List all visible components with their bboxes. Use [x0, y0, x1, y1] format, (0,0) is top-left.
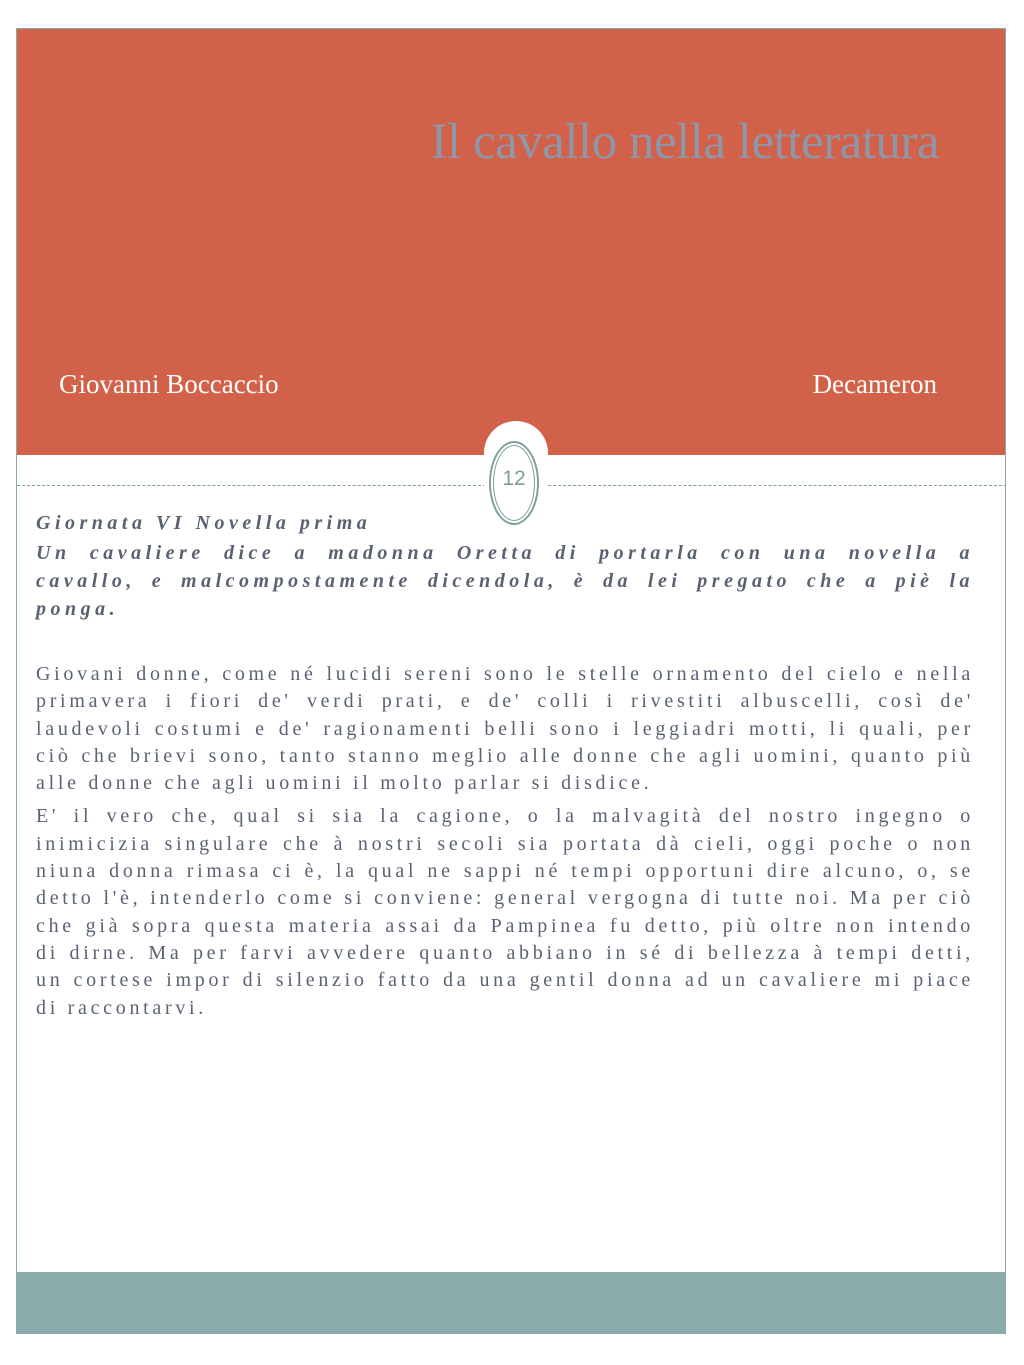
- body-paragraph-1: Giovani donne, come né lucidi sereni sono le stelle ornamento del cielo e nella primavera i fiori de' verdi prati, e de' colli i rivestiti albuscelli, così de' laudevoli costumi e de' ragionamenti belli sono i leggiadri motti, li quali, per ciò che brievi sono, tanto stanno meglio alle donne che agli uomini, quanto più alle donne che agli uomini il molto parlar si disdice.: [36, 663, 974, 795]
- work-title: Decameron: [812, 369, 937, 399]
- author-name: Giovanni Boccaccio: [59, 369, 279, 399]
- section-title: Giornata VI Novella prima: [36, 512, 372, 534]
- novella-summary: Un cavaliere dice a madonna Oretta di portarla con una novella a cavallo, e malcompostamente dicendola, è da lei pregato che a piè la ponga.: [36, 542, 974, 620]
- slide: [16, 28, 1006, 1334]
- page-number: 12: [502, 467, 526, 490]
- footer-band: [17, 1272, 1006, 1334]
- header-band: [17, 29, 1006, 455]
- slide-title: Il cavallo nella letteratura: [430, 114, 939, 170]
- body-paragraph-2: E' il vero che, qual si sia la cagione, o la malvagità del nostro ingegno o inimicizia singulare che à nostri secoli sia portata dà cieli, oggi poche o non niuna donna rimasa ci è, la qual ne sappi né tempi opportuni dire alcuno, o, se detto l'è, intenderlo come si conviene: general vergogna di tutte noi. Ma per ciò che già sopra questa materia assai da Pampinea fu detto, più oltre non intendo di dirne. Ma per farvi avvedere quanto abbiano in sé di bellezza à tempi detti, un cortese impor di silenzio fatto da una gentil donna ad un cavaliere mi piace di raccontarvi.: [36, 805, 974, 1019]
- content-area: [36, 509, 974, 1022]
